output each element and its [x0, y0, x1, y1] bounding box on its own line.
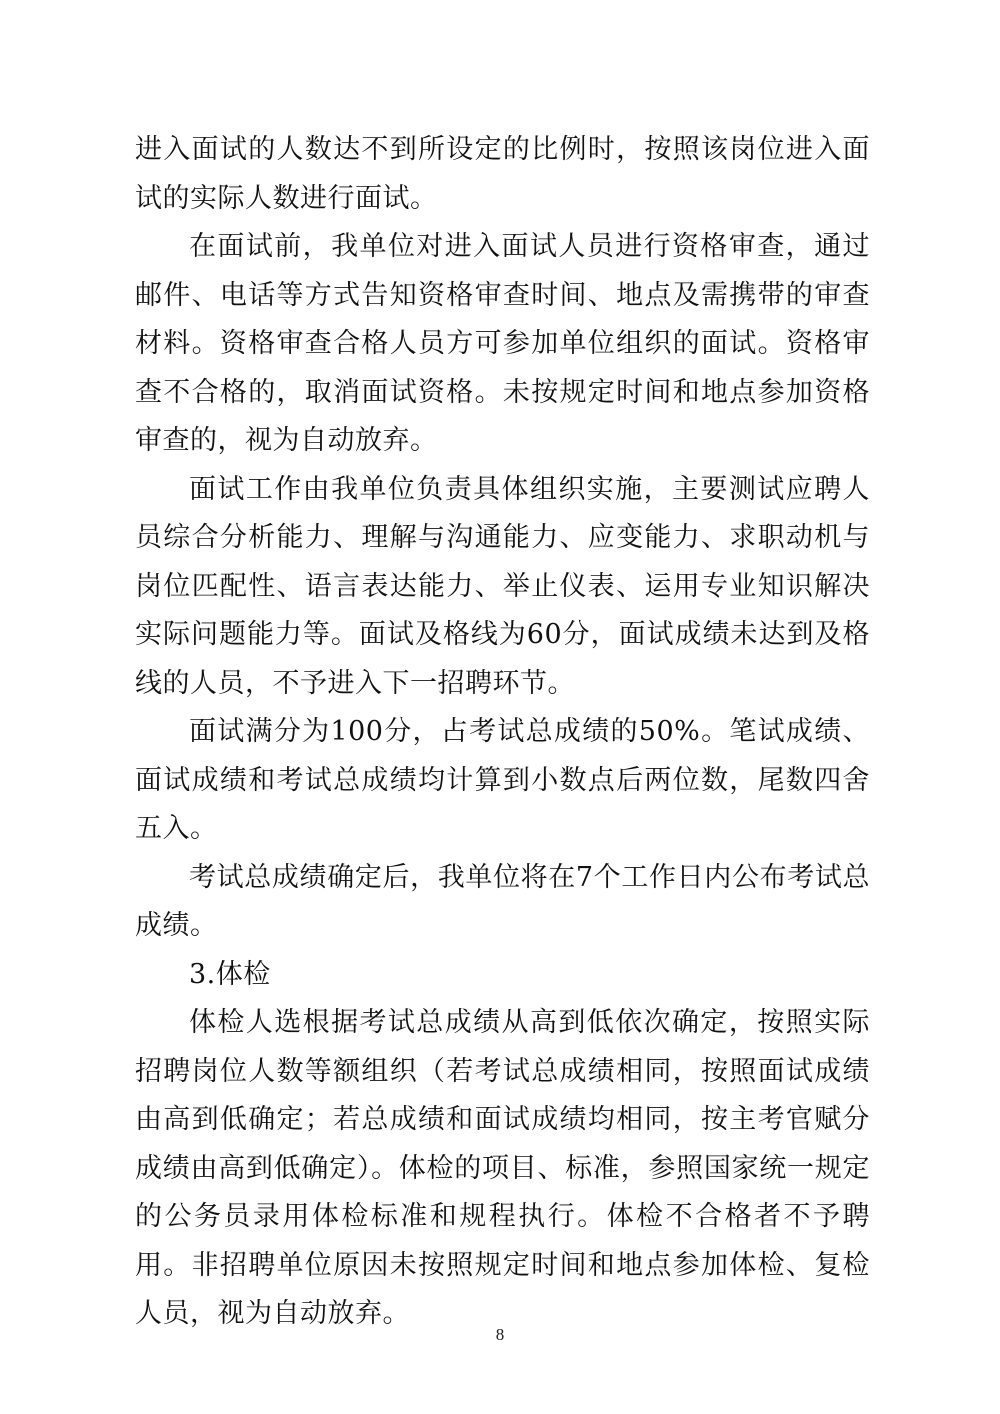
section-heading-physical-exam: 3.体检	[189, 958, 271, 990]
paragraph-physical-exam: 体检人选根据考试总成绩从高到低依次确定，按照实际招聘岗位人数等额组织（若考试总成绩相同，按照面试成绩由高到低确定；若总成绩和面试成绩均相同，按主考官赋分成绩由高到低确定）。体检的项目、标准，参照国家统一规定的公务员录用体检标准和规程执行。体检不合格者不予聘用。非招聘单位原因未按照规定时间和地点参加体检、复检人员，视为自动放弃。	[135, 1007, 870, 1329]
paragraph-interview-count: 进入面试的人数达不到所设定的比例时，按照该岗位进入面试的实际人数进行面试。	[135, 134, 870, 214]
paragraph-interview-content: 面试工作由我单位负责具体组织实施，主要测试应聘人员综合分析能力、理解与沟通能力、应变能力、求职动机与岗位匹配性、语言表达能力、举止仪表、运用专业知识解决实际问题能力等。面试及格线为60分，面试成绩未达到及格线的人员，不予进入下一招聘环节。	[135, 473, 870, 699]
paragraph-interview-score: 面试满分为100分，占考试总成绩的50%。笔试成绩、面试成绩和考试总成绩均计算到小数点后两位数，尾数四舍五入。	[135, 716, 870, 844]
paragraph-qualification-review: 在面试前，我单位对进入面试人员进行资格审查，通过邮件、电话等方式告知资格审查时间、地点及需携带的审查材料。资格审查合格人员方可参加单位组织的面试。资格审查不合格的，取消面试资格。未按规定时间和地点参加资格审查的，视为自动放弃。	[135, 231, 870, 456]
document-body	[135, 126, 870, 1339]
paragraph-total-score-publication: 考试总成绩确定后，我单位将在7个工作日内公布考试总成绩。	[135, 861, 870, 941]
page-number: 8	[495, 1325, 505, 1344]
